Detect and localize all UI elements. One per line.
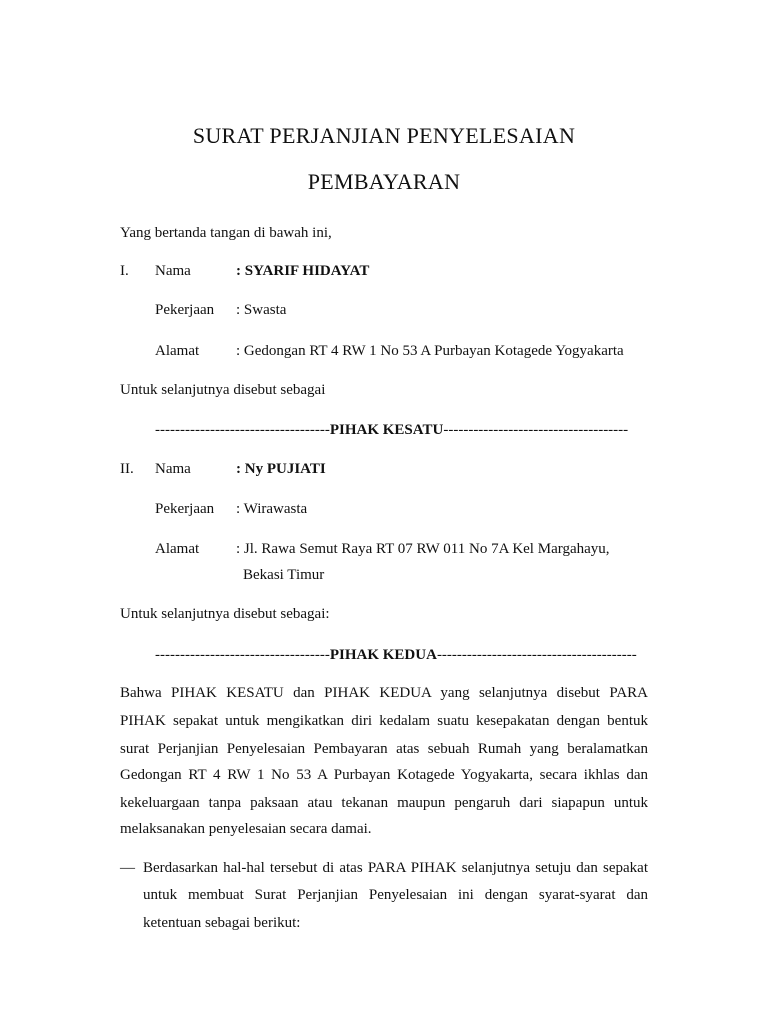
pihak-kesatu-label: PIHAK KESATU <box>329 422 444 438</box>
pihak-kedua-label: PIHAK KEDUA <box>329 647 437 663</box>
party1-job-label: Pekerjaan <box>155 302 215 318</box>
party1-address-label: Alamat <box>155 343 200 359</box>
document-title-line1: SURAT PERJANJIAN PENYELESAIAN <box>192 123 576 148</box>
paragraph-line: kekeluargaan tanpa paksaan atau tekanan maupun pengaruh dari siapapun untuk <box>120 795 648 811</box>
party2-name-label: Nama <box>155 461 191 477</box>
dashes-right: ---------------------------------------- <box>436 647 637 663</box>
paragraph-line: surat Perjanjian Penyelesaian Pembayaran atas sebuah Rumah yang beralamatkan <box>120 741 648 757</box>
party2-name: : Ny PUJIATI <box>236 461 326 477</box>
paragraph-line: PIHAK sepakat untuk mengikatkan diri kedalam suatu kesepakatan dengan bentuk <box>120 713 648 729</box>
paragraph-line: Gedongan RT 4 RW 1 No 53 A Purbayan Kotagede Yogyakarta, secara ikhlas dan <box>120 767 648 783</box>
dashes-left: ----------------------------------- <box>155 647 330 663</box>
party1-name: : SYARIF HIDAYAT <box>236 263 370 279</box>
party2-address-label: Alamat <box>155 541 200 557</box>
party2-address: : Jl. Rawa Semut Raya RT 07 RW 011 No 7A Kel Margahayu, <box>236 541 610 557</box>
party1-address: : Gedongan RT 4 RW 1 No 53 A Purbayan Kotagede Yogyakarta <box>236 343 624 359</box>
party2-address-line2: Bekasi Timur <box>243 567 325 583</box>
pihak-kedua-line <box>155 646 637 664</box>
paragraph-line: Bahwa PIHAK KESATU dan PIHAK KEDUA yang selanjutnya disebut PARA <box>120 685 648 701</box>
document-title-line2: PEMBAYARAN <box>307 169 461 194</box>
dashes-left: ----------------------------------- <box>155 422 330 438</box>
bullet-dash-icon: — <box>120 860 135 876</box>
party1-job: : Swasta <box>236 302 287 318</box>
party2-job: : Wirawasta <box>236 501 308 517</box>
bullet-line: ketentuan sebagai berikut: <box>143 915 301 931</box>
pihak-kesatu-line <box>155 421 628 439</box>
referred-text-2: Untuk selanjutnya disebut sebagai: <box>120 606 330 622</box>
referred-text-1: Untuk selanjutnya disebut sebagai <box>120 382 326 398</box>
paragraph-line: melaksanakan penyelesaian secara damai. <box>120 821 372 837</box>
party1-name-label: Nama <box>155 263 191 279</box>
bullet-line: Berdasarkan hal-hal tersebut di atas PARA PIHAK selanjutnya setuju dan sepakat <box>143 860 648 876</box>
party2-number: II. <box>120 461 134 477</box>
intro-text: Yang bertanda tangan di bawah ini, <box>120 225 332 241</box>
dashes-right: ------------------------------------- <box>443 422 629 438</box>
bullet-line: untuk membuat Surat Perjanjian Penyelesaian ini dengan syarat-syarat dan <box>143 887 648 903</box>
party1-number: I. <box>120 263 129 279</box>
party2-job-label: Pekerjaan <box>155 501 215 517</box>
